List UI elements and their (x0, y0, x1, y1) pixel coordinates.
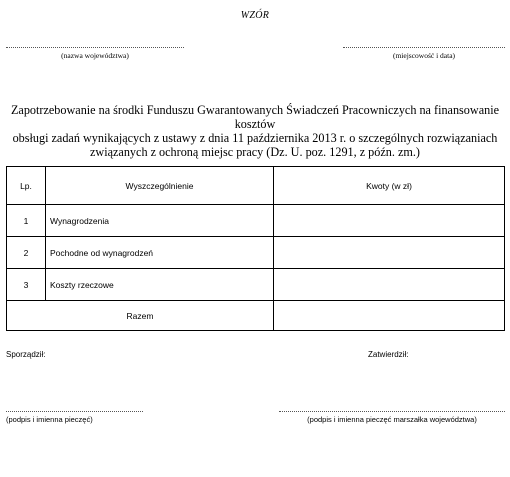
approved-by-caption: (podpis i imienna pieczęć marszałka województwa) (307, 415, 477, 424)
approved-by-label: Zatwierdził: (368, 350, 409, 359)
header-amount: Kwoty (w zł) (274, 167, 505, 205)
header-lp: Lp. (7, 167, 46, 205)
row-amount[interactable] (274, 269, 505, 301)
total-amount[interactable] (274, 301, 505, 331)
row-amount[interactable] (274, 237, 505, 269)
table-row (7, 269, 505, 301)
row-description: Koszty rzeczowe (46, 269, 274, 301)
table-header-row (7, 167, 505, 205)
row-lp: 3 (7, 269, 46, 301)
row-amount[interactable] (274, 205, 505, 237)
prepared-by-caption: (podpis i imienna pieczęć) (6, 415, 93, 424)
prepared-by-signature-line (6, 411, 143, 412)
voivodeship-name-line (6, 47, 184, 48)
table-total-row (7, 301, 505, 331)
place-date-line (343, 47, 505, 48)
document-heading: WZÓR (240, 10, 270, 21)
row-lp: 1 (7, 205, 46, 237)
header-description: Wyszczególnienie (46, 167, 274, 205)
place-date-caption: (miejscowość i data) (392, 51, 456, 60)
table-row (7, 205, 505, 237)
row-lp: 2 (7, 237, 46, 269)
total-label: Razem (7, 301, 274, 331)
document-title (0, 103, 510, 159)
prepared-by-label: Sporządził: (6, 350, 46, 359)
approved-by-signature-line (279, 411, 505, 412)
voivodeship-name-caption: (nazwa województwa) (61, 51, 129, 60)
title-line-2: obsługi zadań wynikających z ustawy z dnia 11 października 2013 r. o szczególnych rozwiązaniach (12, 131, 498, 145)
title-line-1: Zapotrzebowanie na środki Funduszu Gwarantowanych Świadczeń Pracowniczych na finansowanie kosztów (10, 103, 499, 131)
cost-table (6, 166, 505, 331)
row-description: Pochodne od wynagrodzeń (46, 237, 274, 269)
title-line-3: związanych z ochroną miejsc pracy (Dz. U. poz. 1291, z późn. zm.) (90, 145, 420, 159)
table-row (7, 237, 505, 269)
row-description: Wynagrodzenia (46, 205, 274, 237)
